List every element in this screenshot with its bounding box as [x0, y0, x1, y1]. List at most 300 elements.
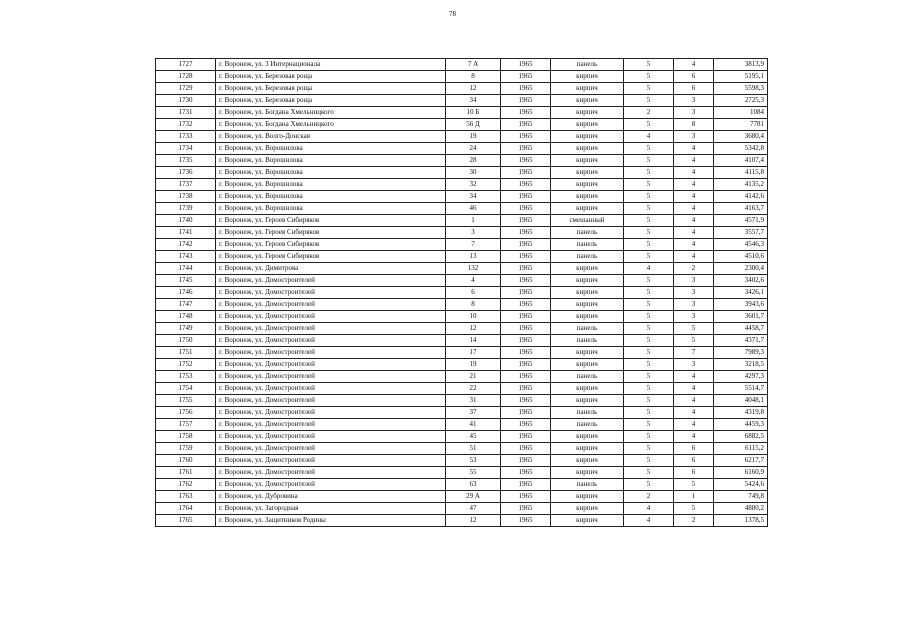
area-cell: 3813,9	[714, 59, 768, 71]
area-cell: 4115,8	[714, 167, 768, 179]
entrances-cell: 4	[674, 239, 714, 251]
floors-cell: 5	[624, 95, 674, 107]
address-cell: г. Воронеж, ул. Домостроителей	[216, 299, 446, 311]
address-cell: г. Воронеж, ул. Ворошилова	[216, 167, 446, 179]
floors-cell: 4	[624, 131, 674, 143]
area-cell: 4142,6	[714, 191, 768, 203]
house-number-cell: 51	[446, 443, 501, 455]
wall-material-cell: кирпич	[551, 131, 624, 143]
address-cell: г. Воронеж, ул. Димитрова	[216, 263, 446, 275]
address-cell: г. Воронеж, ул. Домостроителей	[216, 479, 446, 491]
row-number: 1749	[156, 323, 216, 335]
house-number-cell: 53	[446, 455, 501, 467]
address-cell: г. Воронеж, ул. Богдана Хмельницкого	[216, 119, 446, 131]
area-cell: 3218,5	[714, 359, 768, 371]
house-number-cell: 41	[446, 419, 501, 431]
house-number-cell: 14	[446, 335, 501, 347]
floors-cell: 5	[624, 71, 674, 83]
area-cell: 4163,7	[714, 203, 768, 215]
house-number-cell: 63	[446, 479, 501, 491]
wall-material-cell: кирпич	[551, 347, 624, 359]
floors-cell: 5	[624, 323, 674, 335]
table-row	[156, 131, 768, 143]
wall-material-cell: панель	[551, 371, 624, 383]
entrances-cell: 4	[674, 179, 714, 191]
entrances-cell: 3	[674, 107, 714, 119]
entrances-cell: 3	[674, 311, 714, 323]
table-row	[156, 347, 768, 359]
address-cell: г. Воронеж, ул. Дубровина	[216, 491, 446, 503]
table-row	[156, 287, 768, 299]
house-number-cell: 29 А	[446, 491, 501, 503]
row-number: 1742	[156, 239, 216, 251]
row-number: 1760	[156, 455, 216, 467]
floors-cell: 5	[624, 119, 674, 131]
table-row	[156, 83, 768, 95]
wall-material-cell: кирпич	[551, 275, 624, 287]
row-number: 1756	[156, 407, 216, 419]
floors-cell: 5	[624, 311, 674, 323]
year-cell: 1965	[501, 155, 551, 167]
entrances-cell: 4	[674, 203, 714, 215]
table-row	[156, 407, 768, 419]
row-number: 1730	[156, 95, 216, 107]
address-cell: г. Воронеж, ул. Домостроителей	[216, 455, 446, 467]
floors-cell: 5	[624, 179, 674, 191]
table-row	[156, 107, 768, 119]
house-number-cell: 34	[446, 95, 501, 107]
area-cell: 4459,3	[714, 419, 768, 431]
wall-material-cell: панель	[551, 335, 624, 347]
wall-material-cell: кирпич	[551, 263, 624, 275]
house-number-cell: 37	[446, 407, 501, 419]
floors-cell: 5	[624, 347, 674, 359]
area-cell: 5598,3	[714, 83, 768, 95]
wall-material-cell: панель	[551, 59, 624, 71]
address-cell: г. Воронеж, ул. Загородная	[216, 503, 446, 515]
wall-material-cell: кирпич	[551, 143, 624, 155]
row-number: 1750	[156, 335, 216, 347]
table-row	[156, 71, 768, 83]
entrances-cell: 5	[674, 323, 714, 335]
house-number-cell: 10	[446, 311, 501, 323]
table-row	[156, 395, 768, 407]
table-row	[156, 203, 768, 215]
entrances-cell: 4	[674, 407, 714, 419]
row-number: 1738	[156, 191, 216, 203]
house-number-cell: 3	[446, 227, 501, 239]
table-row	[156, 455, 768, 467]
address-cell: г. Воронеж, ул. Домостроителей	[216, 407, 446, 419]
floors-cell: 5	[624, 203, 674, 215]
wall-material-cell: панель	[551, 407, 624, 419]
row-number: 1736	[156, 167, 216, 179]
area-cell: 7989,3	[714, 347, 768, 359]
row-number: 1744	[156, 263, 216, 275]
year-cell: 1965	[501, 335, 551, 347]
year-cell: 1965	[501, 419, 551, 431]
entrances-cell: 6	[674, 443, 714, 455]
wall-material-cell: кирпич	[551, 383, 624, 395]
year-cell: 1965	[501, 395, 551, 407]
address-cell: г. Воронеж, ул. 3 Интернационала	[216, 59, 446, 71]
row-number: 1735	[156, 155, 216, 167]
wall-material-cell: кирпич	[551, 311, 624, 323]
entrances-cell: 4	[674, 383, 714, 395]
row-number: 1752	[156, 359, 216, 371]
table-row	[156, 491, 768, 503]
house-number-cell: 8	[446, 299, 501, 311]
floors-cell: 5	[624, 275, 674, 287]
floors-cell: 5	[624, 419, 674, 431]
address-cell: г. Воронеж, ул. Домостроителей	[216, 335, 446, 347]
wall-material-cell: кирпич	[551, 395, 624, 407]
year-cell: 1965	[501, 119, 551, 131]
house-number-cell: 21	[446, 371, 501, 383]
floors-cell: 5	[624, 383, 674, 395]
address-cell: г. Воронеж, ул. Домостроителей	[216, 347, 446, 359]
address-cell: г. Воронеж, ул. Домостроителей	[216, 467, 446, 479]
address-cell: г. Воронеж, ул. Домостроителей	[216, 275, 446, 287]
entrances-cell: 7	[674, 347, 714, 359]
address-cell: г. Воронеж, ул. Ворошилова	[216, 203, 446, 215]
row-number: 1748	[156, 311, 216, 323]
entrances-cell: 4	[674, 143, 714, 155]
address-cell: г. Воронеж, ул. Березовая роща	[216, 95, 446, 107]
address-cell: г. Воронеж, ул. Домостроителей	[216, 431, 446, 443]
wall-material-cell: кирпич	[551, 167, 624, 179]
table-row	[156, 95, 768, 107]
wall-material-cell: кирпич	[551, 71, 624, 83]
house-number-cell: 47	[446, 503, 501, 515]
entrances-cell: 4	[674, 251, 714, 263]
row-number: 1727	[156, 59, 216, 71]
year-cell: 1965	[501, 239, 551, 251]
table-row	[156, 191, 768, 203]
table-row	[156, 443, 768, 455]
house-number-cell: 7 А	[446, 59, 501, 71]
floors-cell: 5	[624, 431, 674, 443]
row-number: 1739	[156, 203, 216, 215]
entrances-cell: 6	[674, 455, 714, 467]
area-cell: 4880,2	[714, 503, 768, 515]
house-number-cell: 22	[446, 383, 501, 395]
address-cell: г. Воронеж, ул. Домостроителей	[216, 419, 446, 431]
year-cell: 1965	[501, 59, 551, 71]
area-cell: 4510,6	[714, 251, 768, 263]
house-number-cell: 1	[446, 215, 501, 227]
floors-cell: 5	[624, 191, 674, 203]
entrances-cell: 4	[674, 155, 714, 167]
area-cell: 1084	[714, 107, 768, 119]
address-cell: г. Воронеж, ул. Домостроителей	[216, 311, 446, 323]
area-cell: 5514,7	[714, 383, 768, 395]
house-number-cell: 46	[446, 203, 501, 215]
area-cell: 4319,8	[714, 407, 768, 419]
wall-material-cell: кирпич	[551, 155, 624, 167]
table-row	[156, 335, 768, 347]
house-number-cell: 8	[446, 71, 501, 83]
entrances-cell: 2	[674, 263, 714, 275]
house-number-cell: 17	[446, 347, 501, 359]
entrances-cell: 6	[674, 71, 714, 83]
address-cell: г. Воронеж, ул. Домостроителей	[216, 323, 446, 335]
area-cell: 6115,2	[714, 443, 768, 455]
entrances-cell: 5	[674, 479, 714, 491]
floors-cell: 5	[624, 395, 674, 407]
area-cell: 3426,1	[714, 287, 768, 299]
table-body	[156, 59, 768, 527]
house-number-cell: 132	[446, 263, 501, 275]
entrances-cell: 3	[674, 95, 714, 107]
year-cell: 1965	[501, 83, 551, 95]
address-cell: г. Воронеж, ул. Домостроителей	[216, 287, 446, 299]
table-row	[156, 179, 768, 191]
floors-cell: 5	[624, 299, 674, 311]
year-cell: 1965	[501, 251, 551, 263]
area-cell: 6882,5	[714, 431, 768, 443]
wall-material-cell: панель	[551, 479, 624, 491]
address-cell: г. Воронеж, ул. Домостроителей	[216, 443, 446, 455]
year-cell: 1965	[501, 215, 551, 227]
entrances-cell: 8	[674, 119, 714, 131]
year-cell: 1965	[501, 131, 551, 143]
area-cell: 4048,1	[714, 395, 768, 407]
row-number: 1746	[156, 287, 216, 299]
address-cell: г. Воронеж, ул. Ворошилова	[216, 179, 446, 191]
year-cell: 1965	[501, 167, 551, 179]
floors-cell: 4	[624, 515, 674, 527]
year-cell: 1965	[501, 227, 551, 239]
address-cell: г. Воронеж, ул. Березовая роща	[216, 83, 446, 95]
year-cell: 1965	[501, 95, 551, 107]
year-cell: 1965	[501, 455, 551, 467]
address-cell: г. Воронеж, ул. Героев Сибиряков	[216, 215, 446, 227]
wall-material-cell: кирпич	[551, 503, 624, 515]
address-cell: г. Воронеж, ул. Героев Сибиряков	[216, 227, 446, 239]
floors-cell: 2	[624, 107, 674, 119]
floors-cell: 5	[624, 239, 674, 251]
wall-material-cell: кирпич	[551, 287, 624, 299]
address-cell: г. Воронеж, ул. Домостроителей	[216, 395, 446, 407]
table-row	[156, 383, 768, 395]
house-number-cell: 28	[446, 155, 501, 167]
address-cell: г. Воронеж, ул. Домостроителей	[216, 371, 446, 383]
table-row	[156, 503, 768, 515]
area-cell: 4107,4	[714, 155, 768, 167]
year-cell: 1965	[501, 311, 551, 323]
area-cell: 3557,7	[714, 227, 768, 239]
area-cell: 2300,4	[714, 263, 768, 275]
table-row	[156, 251, 768, 263]
table-row	[156, 467, 768, 479]
table-row	[156, 263, 768, 275]
entrances-cell: 3	[674, 359, 714, 371]
wall-material-cell: кирпич	[551, 443, 624, 455]
row-number: 1728	[156, 71, 216, 83]
row-number: 1740	[156, 215, 216, 227]
wall-material-cell: кирпич	[551, 431, 624, 443]
floors-cell: 5	[624, 359, 674, 371]
row-number: 1733	[156, 131, 216, 143]
floors-cell: 4	[624, 503, 674, 515]
year-cell: 1965	[501, 347, 551, 359]
entrances-cell: 2	[674, 515, 714, 527]
row-number: 1762	[156, 479, 216, 491]
area-cell: 4297,3	[714, 371, 768, 383]
house-number-cell: 24	[446, 143, 501, 155]
floors-cell: 5	[624, 59, 674, 71]
floors-cell: 5	[624, 455, 674, 467]
year-cell: 1965	[501, 203, 551, 215]
wall-material-cell: смешанный	[551, 215, 624, 227]
wall-material-cell: кирпич	[551, 359, 624, 371]
floors-cell: 5	[624, 251, 674, 263]
table-row	[156, 299, 768, 311]
entrances-cell: 3	[674, 275, 714, 287]
row-number: 1747	[156, 299, 216, 311]
wall-material-cell: кирпич	[551, 119, 624, 131]
year-cell: 1965	[501, 191, 551, 203]
wall-material-cell: кирпич	[551, 107, 624, 119]
floors-cell: 4	[624, 263, 674, 275]
house-number-cell: 4	[446, 275, 501, 287]
area-cell: 3402,6	[714, 275, 768, 287]
table-row	[156, 323, 768, 335]
area-cell: 5424,6	[714, 479, 768, 491]
entrances-cell: 4	[674, 371, 714, 383]
floors-cell: 5	[624, 479, 674, 491]
entrances-cell: 4	[674, 191, 714, 203]
table-row	[156, 515, 768, 527]
floors-cell: 5	[624, 215, 674, 227]
table-row	[156, 119, 768, 131]
wall-material-cell: панель	[551, 419, 624, 431]
entrances-cell: 1	[674, 491, 714, 503]
row-number: 1758	[156, 431, 216, 443]
row-number: 1755	[156, 395, 216, 407]
row-number: 1759	[156, 443, 216, 455]
year-cell: 1965	[501, 503, 551, 515]
year-cell: 1965	[501, 371, 551, 383]
row-number: 1741	[156, 227, 216, 239]
table-row	[156, 155, 768, 167]
area-cell: 7781	[714, 119, 768, 131]
floors-cell: 5	[624, 167, 674, 179]
entrances-cell: 5	[674, 503, 714, 515]
wall-material-cell: кирпич	[551, 491, 624, 503]
address-cell: г. Воронеж, ул. Ворошилова	[216, 155, 446, 167]
table-row	[156, 215, 768, 227]
year-cell: 1965	[501, 323, 551, 335]
area-cell: 3943,6	[714, 299, 768, 311]
address-cell: г. Воронеж, ул. Ворошилова	[216, 191, 446, 203]
area-cell: 6160,9	[714, 467, 768, 479]
row-number: 1763	[156, 491, 216, 503]
table-row	[156, 311, 768, 323]
wall-material-cell: кирпич	[551, 515, 624, 527]
house-number-cell: 19	[446, 131, 501, 143]
address-cell: г. Воронеж, ул. Защитников Родины	[216, 515, 446, 527]
year-cell: 1965	[501, 407, 551, 419]
wall-material-cell: кирпич	[551, 467, 624, 479]
area-cell: 4458,7	[714, 323, 768, 335]
entrances-cell: 4	[674, 431, 714, 443]
house-number-cell: 12	[446, 83, 501, 95]
table-row	[156, 239, 768, 251]
entrances-cell: 4	[674, 59, 714, 71]
floors-cell: 5	[624, 443, 674, 455]
house-number-cell: 55	[446, 467, 501, 479]
entrances-cell: 3	[674, 287, 714, 299]
house-number-cell: 45	[446, 431, 501, 443]
area-cell: 2725,3	[714, 95, 768, 107]
wall-material-cell: кирпич	[551, 299, 624, 311]
table-row	[156, 167, 768, 179]
year-cell: 1965	[501, 383, 551, 395]
house-number-cell: 30	[446, 167, 501, 179]
area-cell: 4571,9	[714, 215, 768, 227]
house-number-cell: 6	[446, 287, 501, 299]
entrances-cell: 6	[674, 467, 714, 479]
table-row	[156, 143, 768, 155]
year-cell: 1965	[501, 467, 551, 479]
address-cell: г. Воронеж, ул. Героев Сибиряков	[216, 251, 446, 263]
row-number: 1729	[156, 83, 216, 95]
floors-cell: 5	[624, 467, 674, 479]
area-cell: 1378,5	[714, 515, 768, 527]
year-cell: 1965	[501, 431, 551, 443]
address-cell: г. Воронеж, ул. Домостроителей	[216, 359, 446, 371]
address-cell: г. Воронеж, ул. Ворошилова	[216, 143, 446, 155]
wall-material-cell: панель	[551, 251, 624, 263]
floors-cell: 5	[624, 371, 674, 383]
house-number-cell: 19	[446, 359, 501, 371]
house-number-cell: 12	[446, 323, 501, 335]
house-number-cell: 32	[446, 179, 501, 191]
year-cell: 1965	[501, 143, 551, 155]
address-cell: г. Воронеж, ул. Богдана Хмельницкого	[216, 107, 446, 119]
table-row	[156, 59, 768, 71]
row-number: 1754	[156, 383, 216, 395]
row-number: 1764	[156, 503, 216, 515]
address-cell: г. Воронеж, ул. Домостроителей	[216, 383, 446, 395]
floors-cell: 5	[624, 287, 674, 299]
table-row	[156, 371, 768, 383]
row-number: 1757	[156, 419, 216, 431]
floors-cell: 5	[624, 83, 674, 95]
row-number: 1734	[156, 143, 216, 155]
year-cell: 1965	[501, 515, 551, 527]
year-cell: 1965	[501, 443, 551, 455]
table-row	[156, 431, 768, 443]
address-cell: г. Воронеж, ул. Героев Сибиряков	[216, 239, 446, 251]
year-cell: 1965	[501, 179, 551, 191]
year-cell: 1965	[501, 359, 551, 371]
floors-cell: 5	[624, 227, 674, 239]
area-cell: 3680,4	[714, 131, 768, 143]
entrances-cell: 4	[674, 167, 714, 179]
row-number: 1732	[156, 119, 216, 131]
wall-material-cell: панель	[551, 227, 624, 239]
row-number: 1731	[156, 107, 216, 119]
wall-material-cell: кирпич	[551, 83, 624, 95]
row-number: 1753	[156, 371, 216, 383]
house-number-cell: 31	[446, 395, 501, 407]
year-cell: 1965	[501, 287, 551, 299]
table-row	[156, 419, 768, 431]
table-row	[156, 359, 768, 371]
